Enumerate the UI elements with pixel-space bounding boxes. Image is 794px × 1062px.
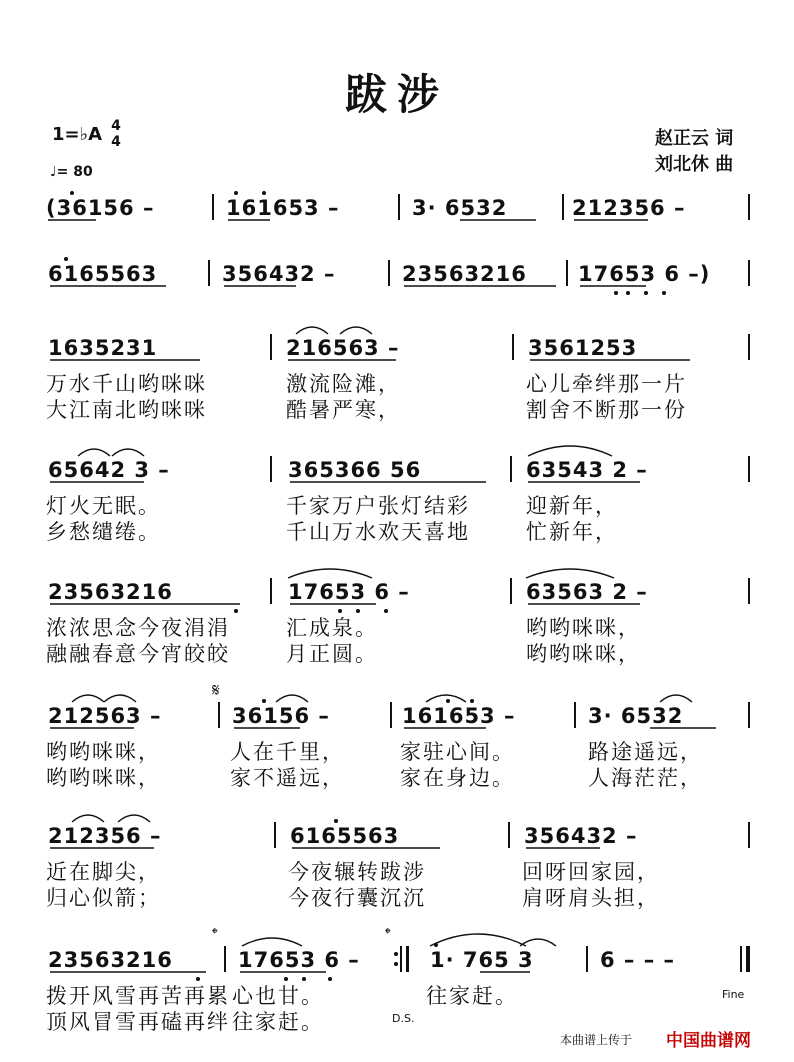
measure-6-1: 212563 – (48, 704, 162, 728)
lyric-5-3: 哟哟咪咪， (526, 616, 641, 640)
coda-icon: 𝄌 (385, 924, 391, 943)
measure-1-1: (36156 – (46, 196, 155, 220)
lyricist-credit: 赵正云 词 (655, 128, 734, 149)
time-signature-top: 4 (111, 118, 121, 134)
barline (510, 578, 512, 604)
barline (270, 456, 272, 482)
key-signature: 1=♭A (52, 124, 103, 145)
measure-8-2: 17653 6 – (238, 948, 360, 972)
lyric-4-1: 乡愁缱绻。 (46, 520, 161, 544)
barline (748, 702, 750, 728)
lyric-12-1: 顶风冒雪再磕再绊 (46, 1010, 230, 1034)
measure-7-2: 6165563 (290, 824, 400, 848)
lyric-6-3: 哟哟咪咪， (526, 642, 641, 666)
barline (748, 334, 750, 360)
site-logo: 中国曲谱网 (666, 1031, 751, 1051)
composer-credit: 刘北休 曲 (655, 154, 734, 175)
measure-3-1: 1635231 (48, 336, 158, 360)
barline (270, 578, 272, 604)
measure-3-2: 216563 – (286, 336, 400, 360)
measure-1-4: 212356 – (572, 196, 686, 220)
barline (388, 260, 390, 286)
measure-6-2: 36156 – (232, 704, 330, 728)
lyric-5-1: 浓浓思念今夜涓涓 (46, 616, 230, 640)
lyric-7-1: 哟哟咪咪， (46, 740, 161, 764)
lyric-12-2: 往家赶。 (232, 1010, 324, 1034)
lyric-1-1: 万水千山哟咪咪 (46, 372, 207, 396)
barline (510, 456, 512, 482)
barline (586, 946, 588, 972)
measure-4-3: 63543 2 – (526, 458, 648, 482)
lyric-10-3: 肩呀肩头担， (522, 886, 660, 910)
lyric-9-1: 近在脚尖， (46, 860, 161, 884)
barline (274, 822, 276, 848)
lyric-7-4: 路途遥远， (588, 740, 703, 764)
measure-4-1: 65642 3 – (48, 458, 170, 482)
time-signature (108, 118, 124, 150)
lyric-8-2: 家不遥远， (230, 766, 345, 790)
measure-1-3: 3· 6532 (412, 196, 508, 220)
lyric-9-2: 今夜辗转跋涉 (288, 860, 426, 884)
measure-5-2: 17653 6 – (288, 580, 410, 604)
barline (218, 702, 220, 728)
measure-8-3: 1· 765 3 (430, 948, 534, 972)
lyric-8-1: 哟哟咪咪， (46, 766, 161, 790)
lyric-10-2: 今夜行囊沉沉 (288, 886, 426, 910)
barline (390, 702, 392, 728)
barline (748, 456, 750, 482)
lyric-2-1: 大江南北哟咪咪 (46, 398, 207, 422)
lyric-9-3: 回呀回家园， (522, 860, 660, 884)
lyric-7-3: 家驻心间。 (400, 740, 515, 764)
song-title: 跋涉 (344, 70, 449, 119)
barline (270, 334, 272, 360)
measure-8-4: 6 – – – (600, 948, 676, 972)
lyric-7-2: 人在千里， (230, 740, 345, 764)
footer-text: 本曲谱上传于 (560, 1033, 633, 1047)
measure-2-4: 17653 6 –) (578, 262, 711, 286)
repeat-barline (406, 946, 409, 972)
barline (748, 822, 750, 848)
barline (512, 334, 514, 360)
tempo-marking: ♩= 80 (50, 164, 93, 180)
lyric-4-3: 忙新年， (526, 520, 618, 544)
time-signature-bottom: 4 (111, 134, 121, 150)
barline (398, 194, 400, 220)
final-barline (740, 946, 742, 972)
lyric-11-3: 往家赶。 (426, 984, 518, 1008)
lyric-3-2: 千家万户张灯结彩 (286, 494, 470, 518)
measure-2-2: 356432 – (222, 262, 336, 286)
lyric-3-1: 灯火无眠。 (46, 494, 161, 518)
segno-icon: 𝄋 (212, 680, 220, 701)
lyric-3-3: 迎新年， (526, 494, 618, 518)
repeat-barline (400, 946, 402, 972)
lyric-8-3: 家在身边。 (400, 766, 515, 790)
measure-3-3: 3561253 (528, 336, 638, 360)
lyric-2-3: 割舍不断那一份 (526, 398, 687, 422)
barline (566, 260, 568, 286)
lyric-1-3: 心儿牵绊那一片 (526, 372, 687, 396)
ds-marking: D.S. (392, 1012, 415, 1025)
lyric-10-1: 归心似箭； (46, 886, 161, 910)
measure-2-3: 23563216 (402, 262, 527, 286)
lyric-11-2: 心也甘。 (232, 984, 324, 1008)
measure-5-1: 23563216 (48, 580, 173, 604)
measure-6-3: 161653 – (402, 704, 516, 728)
barline (212, 194, 214, 220)
lyric-6-2: 月正圆。 (286, 642, 378, 666)
final-barline (746, 946, 750, 972)
lyric-5-2: 汇成泉。 (286, 616, 378, 640)
coda-icon: 𝄌 (212, 924, 218, 943)
lyric-1-2: 激流险滩， (286, 372, 401, 396)
lyric-4-2: 千山万水欢天喜地 (286, 520, 470, 544)
barline (224, 946, 226, 972)
lyric-11-1: 拨开风雪再苦再累 (46, 984, 230, 1008)
barline (748, 194, 750, 220)
measure-5-3: 63563 2 – (526, 580, 648, 604)
barline (574, 702, 576, 728)
lyric-2-2: 酷暑严寒， (286, 398, 401, 422)
measure-8-1: 23563216 (48, 948, 173, 972)
measure-7-1: 212356 – (48, 824, 162, 848)
barline (562, 194, 564, 220)
barline (748, 578, 750, 604)
measure-4-2: 365366 56 (288, 458, 422, 482)
lyric-6-1: 融融春意今宵皎皎 (46, 642, 230, 666)
measure-2-1: 6165563 (48, 262, 158, 286)
barline (508, 822, 510, 848)
lyric-8-4: 人海茫茫， (588, 766, 703, 790)
measure-1-2: 161653 – (226, 196, 340, 220)
barline (748, 260, 750, 286)
measure-7-3: 356432 – (524, 824, 638, 848)
fine-marking: Fine (722, 988, 745, 1001)
barline (208, 260, 210, 286)
measure-6-4: 3· 6532 (588, 704, 684, 728)
